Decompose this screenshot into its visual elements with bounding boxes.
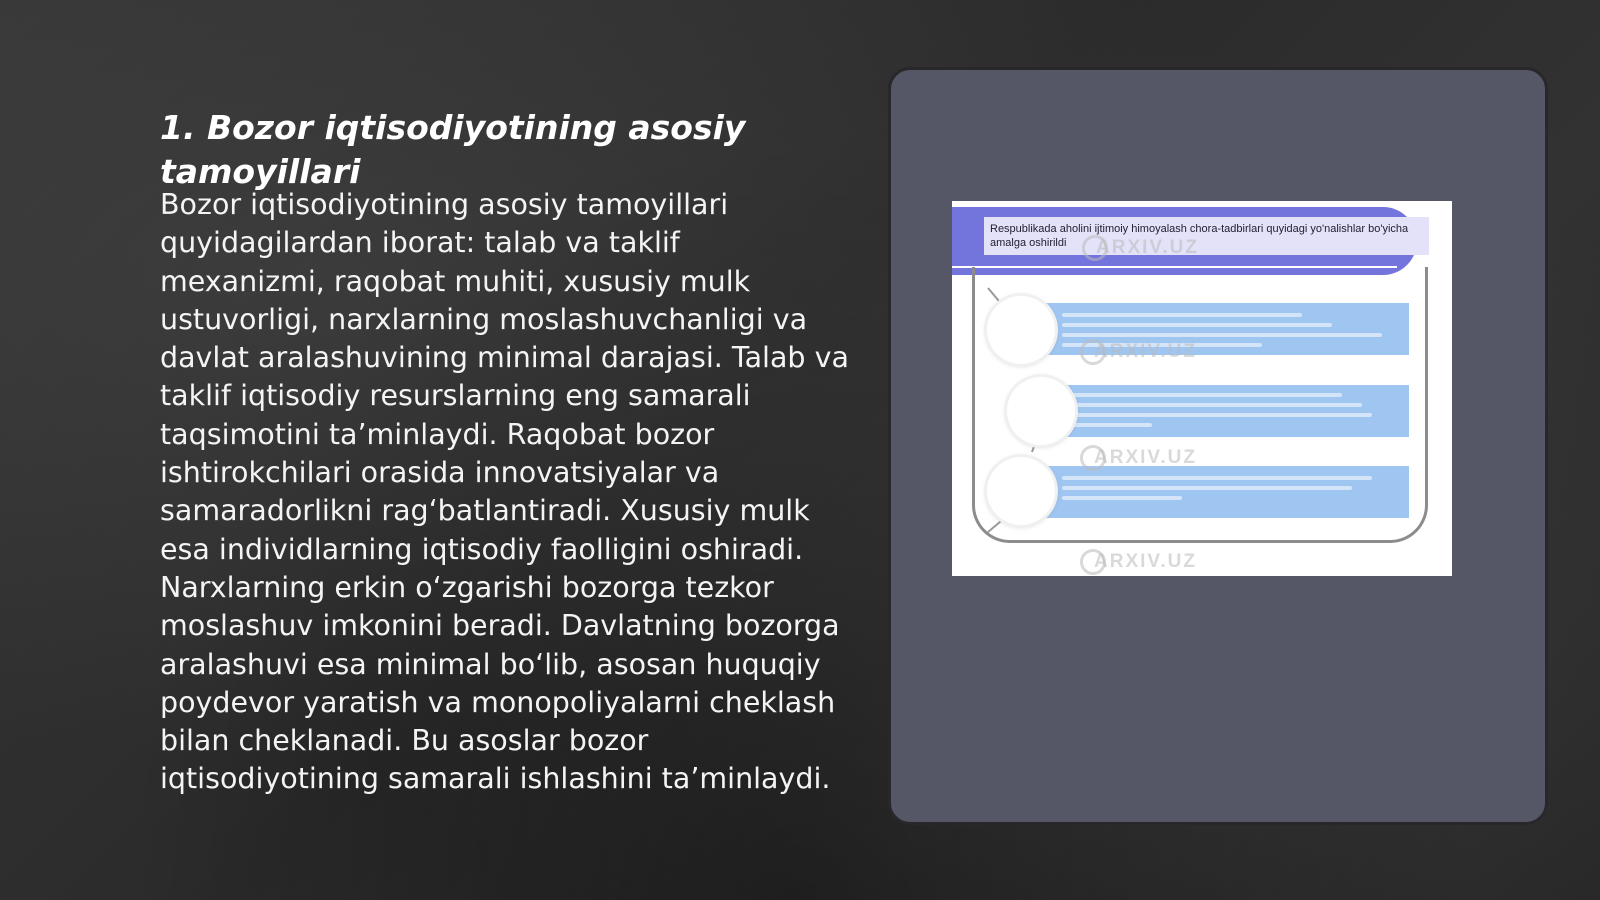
slide-title: 1. Bozor iqtisodiyotining asosiy tamoyillari [160,108,746,191]
watermark: ARXIV.UZ [1082,235,1199,261]
diagram-header-text: Respublikada aholini ijtimoiy himoyalash chora-tadbirlari quyidagi yo'nalishlar bo'yicha amalga oshirildi [984,217,1429,255]
slide-body-text: Bozor iqtisodiyotining asosiy tamoyillari quyidagilardan iborat: talab va taklif mexanizmi, raqobat muhiti, xususiy mulk ustuvorligi, narxlarning moslashuvchanligi va davlat aralashuvining minimal darajasi. Talab va taklif iqtisodiy resurslarning eng samarali taqsimotini ta’minlaydi. Raqobat bozor ishtirokchilari orasida innovatsiyalar va samaradorlikni rag‘batlantiradi. Xususiy mulk esa individlarning iqtisodiy faolligini oshiradi. Narxlarning erkin o‘zgarishi bozorga tezkor moslashuv imkonini beradi. Davlatning bozorga aralashuvi esa minimal bo‘lib, asosan huquqiy poydevor yaratish va monopoliyalarni cheklash bilan cheklanadi. Bu asoslar bozor iqtisodiyotining samarali ishlashini ta’minlaydi. [160,188,849,796]
image-panel [888,67,1548,825]
embedded-diagram-image [952,201,1452,576]
diagram-circle [987,457,1055,525]
diagram-circle [987,296,1055,364]
watermark: ARXIV.UZ [1080,339,1197,365]
diagram-bar [1044,466,1409,518]
watermark: ARXIV.UZ [1080,549,1197,575]
watermark: ARXIV.UZ [1080,445,1197,471]
diagram-circle [1007,377,1075,445]
diagram-bar [1044,385,1409,437]
